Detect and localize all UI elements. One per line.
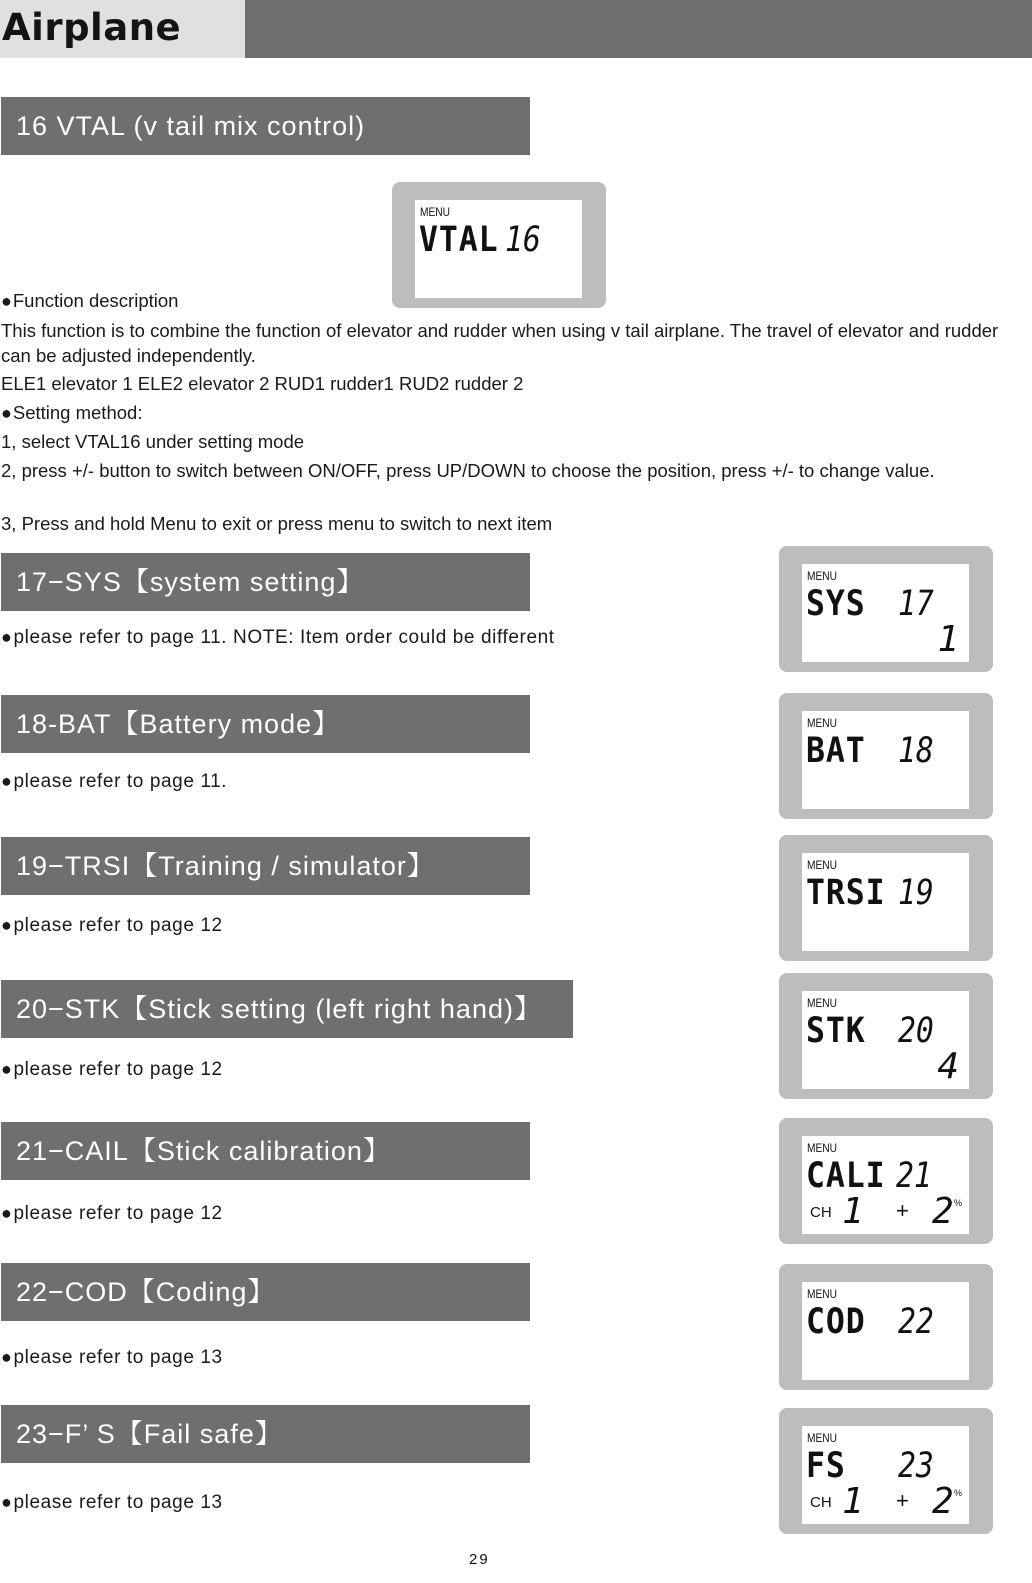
lcd-item-name: VTAL — [419, 220, 499, 260]
bullet-icon: ● — [1, 291, 12, 311]
heading-text: Setting method: — [12, 402, 143, 423]
lcd-screen — [802, 1136, 969, 1234]
lcd-sign: + — [896, 1488, 909, 1513]
section-reference-trsi — [1, 915, 223, 937]
page-number: 29 — [469, 1551, 490, 1568]
page-title: Airplane — [2, 6, 182, 49]
reference-text: please refer to page 11. NOTE: Item order could be different — [13, 627, 555, 648]
lcd-channel-label: CH — [810, 1204, 832, 1221]
section-bar-trsi: 19−TRSI【Training / simulator】 — [1, 837, 530, 895]
lcd-menu-label: MENU — [807, 1287, 838, 1301]
lcd-menu-label: MENU — [807, 996, 838, 1010]
lcd-item-number: 22 — [898, 1302, 934, 1342]
lcd-menu-label: MENU — [807, 1141, 838, 1155]
bullet-icon: ● — [1, 1492, 13, 1512]
lcd-item-name: CALI — [806, 1156, 886, 1196]
lcd-display-vtal — [392, 182, 606, 308]
lcd-display-bat — [779, 693, 993, 819]
lcd-item-number: 23 — [898, 1446, 934, 1486]
lcd-display-fs — [779, 1408, 993, 1534]
setting-step-1: 1, select VTAL16 under setting mode — [1, 431, 305, 452]
section-reference-sys — [1, 627, 555, 649]
lcd-item-number: 17 — [898, 584, 934, 624]
setting-step-2: 2, press +/- button to switch between ON/OFF, press UP/DOWN to choose the position, press +/- to change value. — [1, 460, 935, 481]
lcd-screen — [802, 711, 969, 809]
lcd-item-name: STK — [806, 1011, 866, 1051]
setting-step-3: 3, Press and hold Menu to exit or press menu to switch to next item — [1, 513, 553, 534]
reference-text: please refer to page 13 — [13, 1347, 223, 1368]
section-bar-bat: 18-BAT【Battery mode】 — [1, 695, 530, 753]
lcd-display-sys — [779, 546, 993, 672]
bullet-icon: ● — [1, 627, 13, 647]
lcd-screen — [802, 853, 969, 951]
lcd-display-trsi — [779, 835, 993, 961]
section-reference-stk — [1, 1059, 223, 1081]
lcd-item-number: 18 — [898, 731, 934, 771]
lcd-menu-label: MENU — [807, 1431, 838, 1445]
bullet-icon: ● — [1, 771, 13, 791]
lcd-item-name: COD — [806, 1302, 866, 1342]
section-bar-vtal: 16 VTAL (v tail mix control) — [1, 97, 530, 155]
reference-text: please refer to page 13 — [13, 1492, 223, 1513]
lcd-item-name: TRSI — [806, 873, 886, 913]
lcd-menu-label: MENU — [420, 205, 451, 219]
lcd-menu-label: MENU — [807, 858, 838, 872]
section-bar-cail: 21−CAIL【Stick calibration】 — [1, 1122, 530, 1180]
lcd-channel-label: CH — [810, 1494, 832, 1511]
section-bar-fs: 23−F’ S【Fail safe】 — [1, 1405, 530, 1463]
lcd-menu-label: MENU — [807, 716, 838, 730]
lcd-screen — [802, 991, 969, 1089]
section-bar-sys: 17−SYS【system setting】 — [1, 553, 530, 611]
description-paragraph-2: ELE1 elevator 1 ELE2 elevator 2 RUD1 rudder1 RUD2 rudder 2 — [1, 373, 524, 394]
lcd-unit: % — [954, 1198, 963, 1208]
lcd-item-name: SYS — [806, 584, 866, 624]
lcd-item-name: BAT — [806, 731, 866, 771]
description-paragraph-1: This function is to combine the function of elevator and rudder when using v tail airplane. The travel of elevator and rudder can be adjusted independently. — [1, 320, 999, 366]
bullet-icon: ● — [1, 1059, 13, 1079]
lcd-item-number: 20 — [898, 1011, 934, 1051]
lcd-screen — [802, 564, 969, 662]
reference-text: please refer to page 12 — [13, 1203, 223, 1224]
setting-method-heading — [1, 400, 142, 426]
lcd-value: 2 — [932, 1191, 954, 1232]
section-reference-cail — [1, 1203, 223, 1225]
reference-text: please refer to page 12 — [13, 1059, 223, 1080]
reference-text: please refer to page 12 — [13, 915, 223, 936]
lcd-item-name: FS — [806, 1446, 846, 1486]
lcd-item-number: 16 — [505, 220, 541, 260]
section-reference-bat — [1, 771, 227, 793]
lcd-sub-value: 4 — [937, 1046, 959, 1087]
lcd-display-cod — [779, 1264, 993, 1390]
lcd-unit: % — [954, 1488, 963, 1498]
lcd-sub-value: 1 — [937, 619, 959, 660]
lcd-channel-value: 1 — [842, 1481, 864, 1522]
bullet-icon: ● — [1, 403, 12, 423]
lcd-item-number: 19 — [898, 873, 934, 913]
section-reference-fs — [1, 1492, 223, 1514]
bullet-icon: ● — [1, 915, 13, 935]
lcd-channel-value: 1 — [842, 1191, 864, 1232]
bullet-icon: ● — [1, 1203, 13, 1223]
lcd-display-cail — [779, 1118, 993, 1244]
section-bar-stk: 20−STK【Stick setting (left right hand)】 — [1, 980, 573, 1038]
section-bar-cod: 22−COD【Coding】 — [1, 1263, 530, 1321]
lcd-menu-label: MENU — [807, 569, 838, 583]
function-description-heading — [1, 288, 178, 314]
lcd-sign: + — [896, 1198, 909, 1223]
lcd-screen — [415, 200, 582, 298]
section-reference-cod — [1, 1347, 223, 1369]
lcd-screen — [802, 1426, 969, 1524]
lcd-item-number: 21 — [896, 1156, 932, 1196]
reference-text: please refer to page 11. — [13, 771, 228, 792]
lcd-display-stk — [779, 973, 993, 1099]
lcd-value: 2 — [932, 1481, 954, 1522]
heading-text: Function description — [12, 290, 179, 311]
lcd-screen — [802, 1282, 969, 1380]
bullet-icon: ● — [1, 1347, 13, 1367]
